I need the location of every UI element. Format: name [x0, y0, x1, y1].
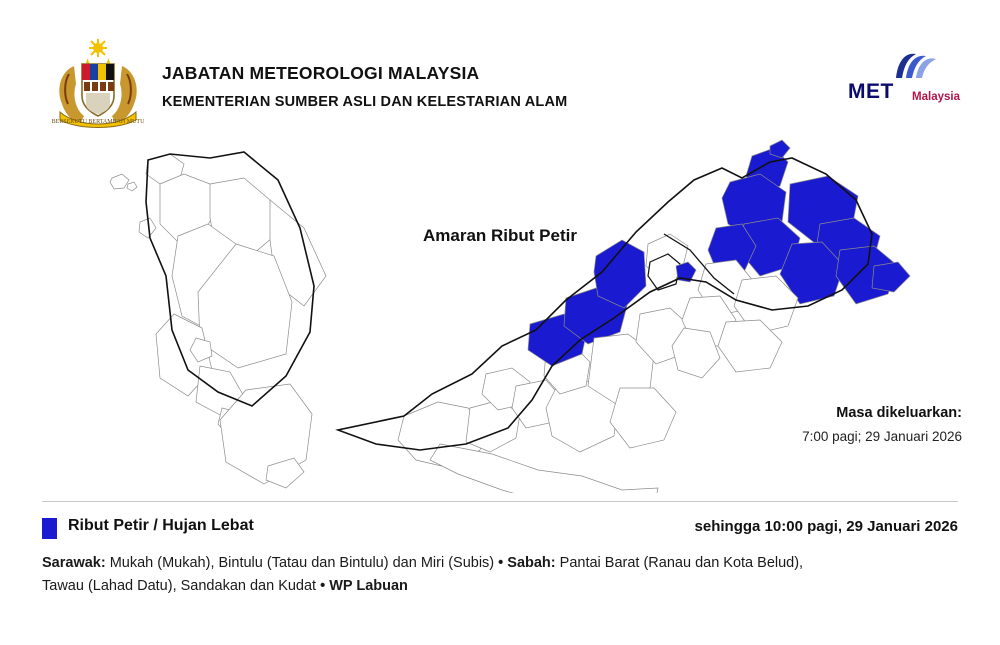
issued-time-block	[802, 403, 962, 447]
bullet-separator-2: •	[320, 578, 326, 594]
sabah-districts-part1: Pantai Barat (Ranau dan Kota Belud),	[555, 555, 804, 571]
ministry-name: KEMENTERIAN SUMBER ASLI DAN KELESTARIAN ALAM	[162, 94, 568, 110]
agency-name: JABATAN METEOROLOGI MALAYSIA	[162, 63, 480, 83]
affected-areas-text	[42, 552, 962, 598]
svg-text:BERSEKUTU BERTAMBAH MUTU: BERSEKUTU BERTAMBAH MUTU	[51, 119, 145, 125]
issued-label: Masa dikeluarkan:	[836, 405, 962, 421]
legend-valid-until: sehingga 10:00 pagi, 29 Januari 2026	[694, 518, 958, 535]
malaysia-coat-of-arms-icon	[44, 38, 152, 130]
region-label-sarawak: Sarawak:	[42, 555, 106, 571]
region-label-labuan: WP Labuan	[325, 578, 408, 594]
affected-areas-line-2	[42, 575, 962, 598]
met-logo-subtext: Malaysia	[912, 91, 960, 103]
sabah-region	[672, 140, 910, 378]
legend-label: Ribut Petir / Hujan Lebat	[68, 517, 254, 534]
legend-row	[42, 517, 958, 541]
affected-areas-line-1	[42, 552, 962, 575]
met-malaysia-logo-icon	[844, 48, 962, 110]
malaysia-warning-map	[0, 138, 1000, 493]
met-logo-text: MET	[848, 80, 894, 103]
page-header	[0, 0, 1000, 138]
peninsular-malaysia-region	[110, 154, 326, 488]
sabah-districts-part2: Tawau (Lahad Datu), Sandakan dan Kudat	[42, 578, 321, 594]
map-title: Amaran Ribut Petir	[423, 226, 577, 245]
sarawak-districts: Mukah (Mukah), Bintulu (Tatau dan Bintulu) dan Miri (Subis)	[105, 555, 499, 571]
sarawak-region	[398, 234, 690, 493]
legend-color-swatch	[42, 518, 57, 539]
region-label-sabah: Sabah:	[503, 555, 556, 571]
agency-title-block	[162, 62, 567, 113]
issued-value: 7:00 pagi; 29 Januari 2026	[802, 429, 962, 444]
footer-divider	[42, 501, 958, 502]
bullet-separator-1: •	[498, 555, 504, 571]
